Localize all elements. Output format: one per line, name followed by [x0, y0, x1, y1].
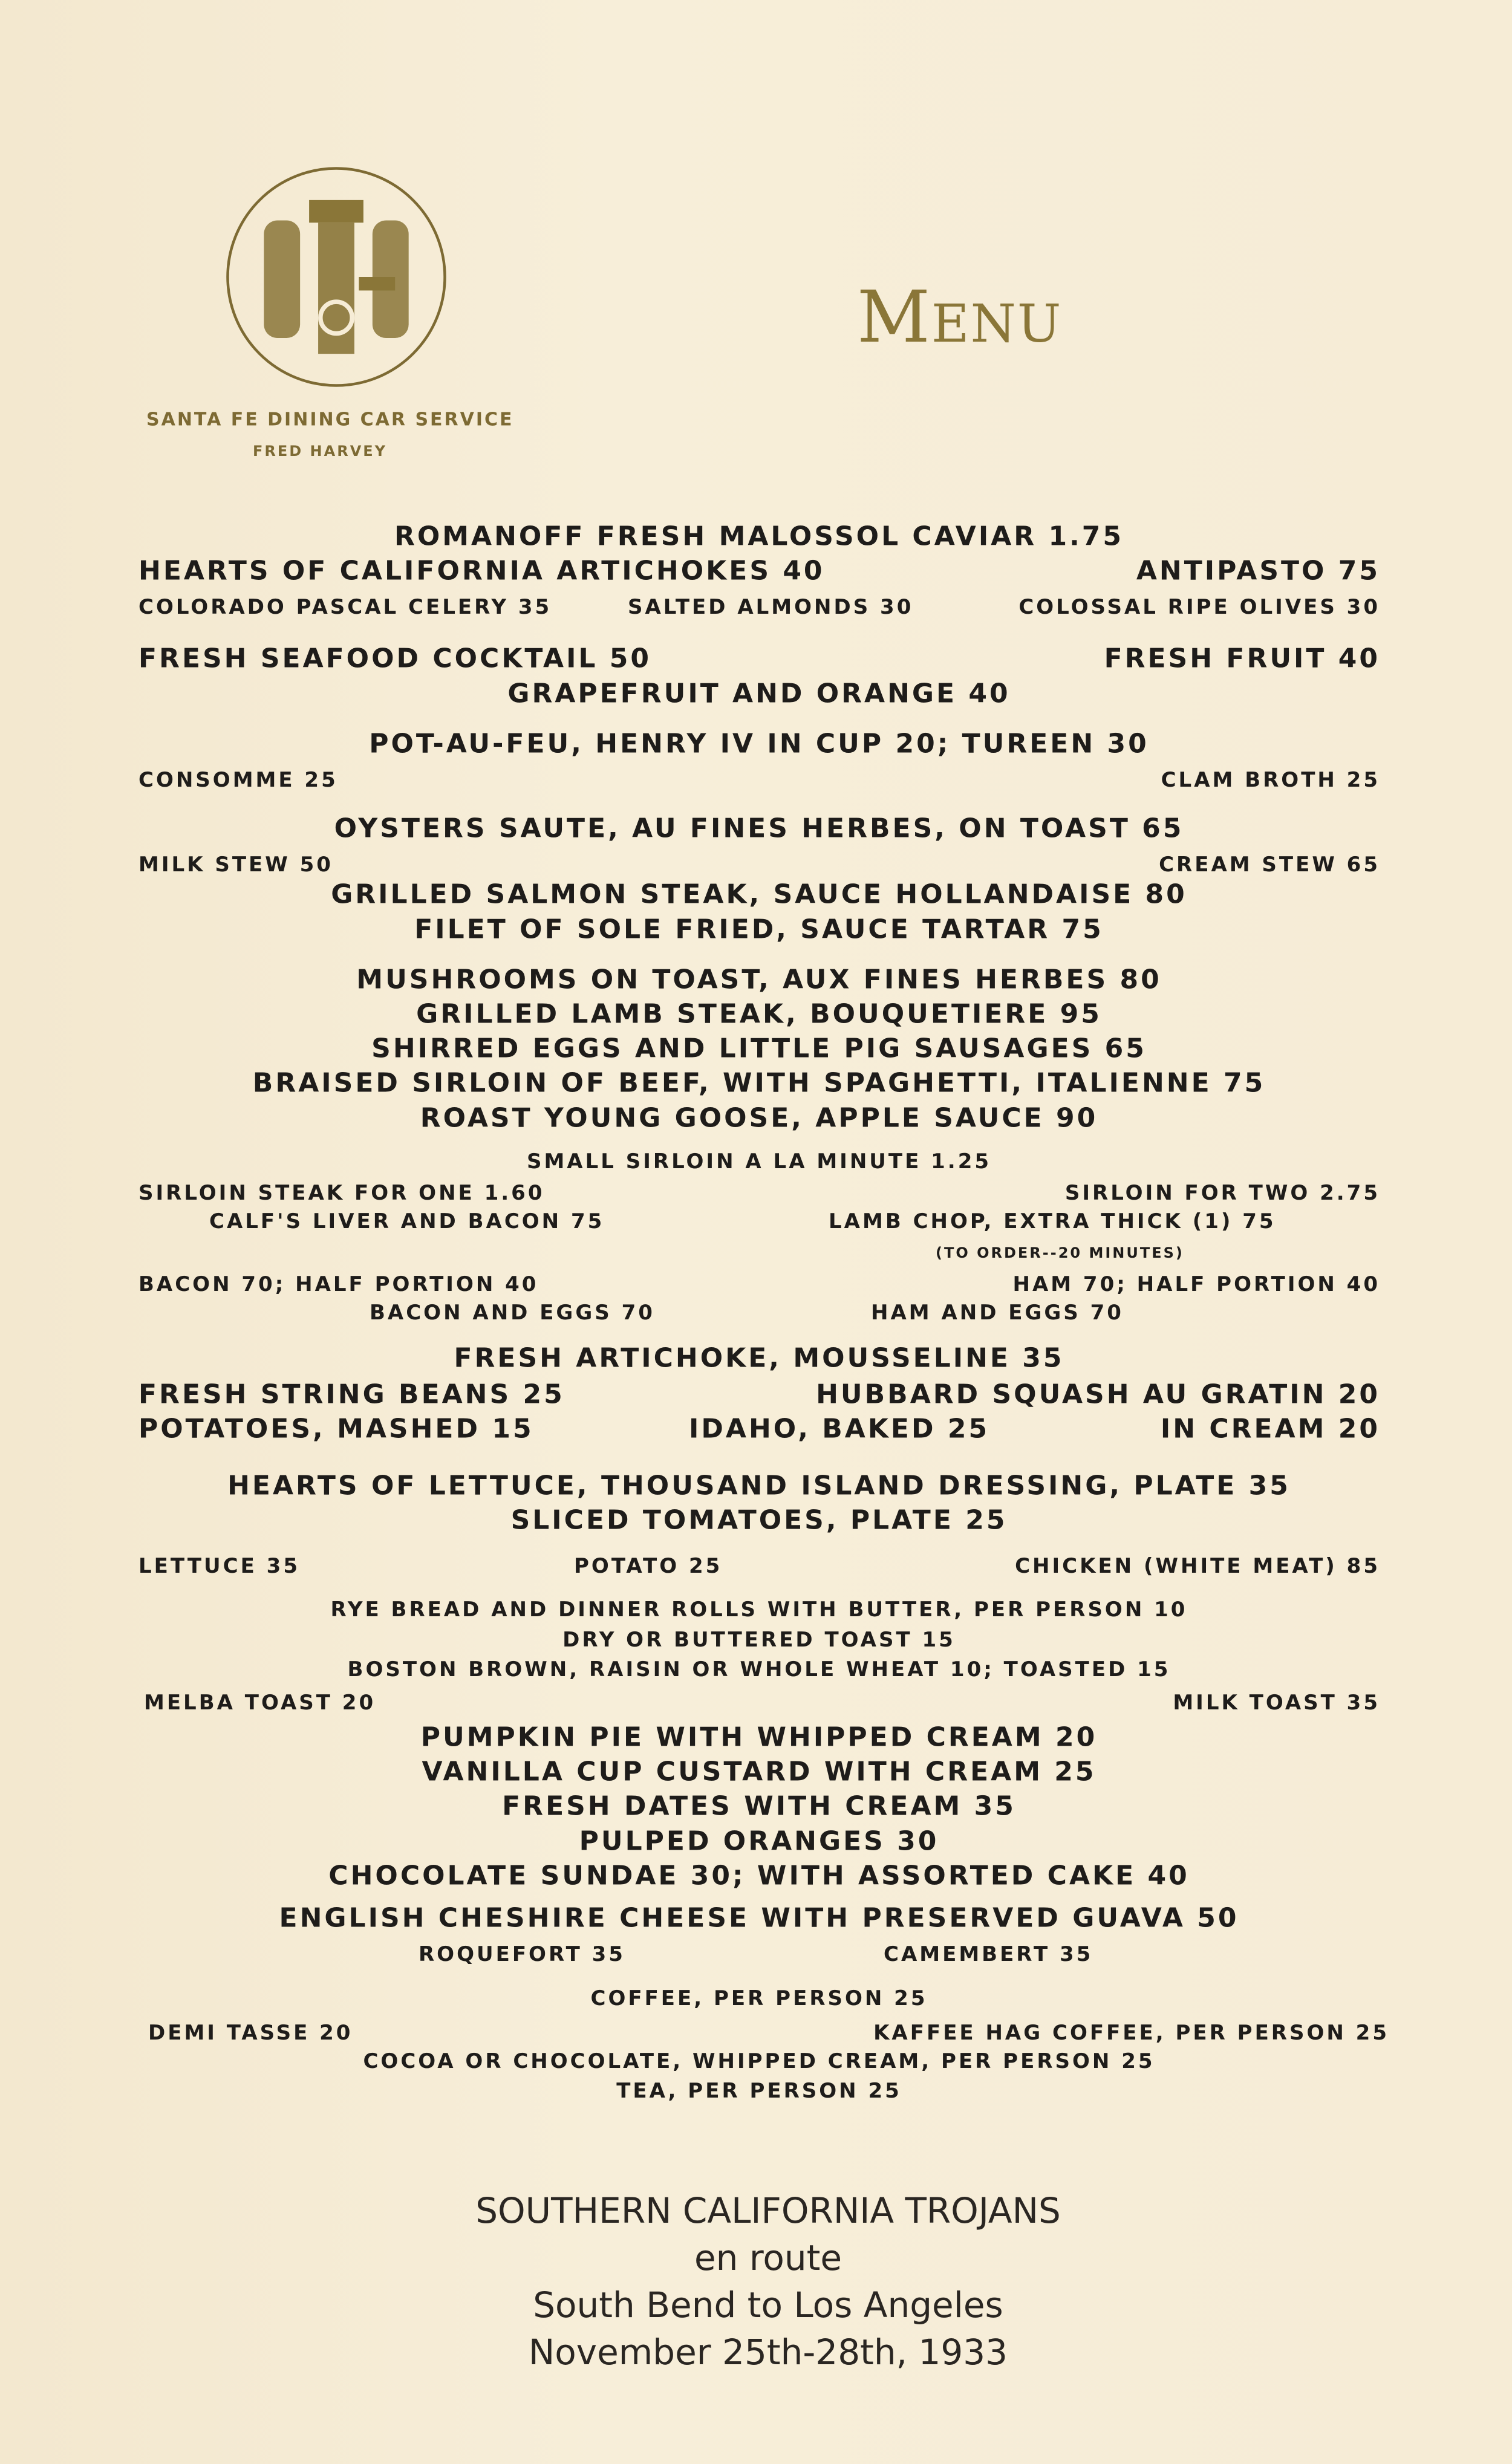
menu-item: HAM AND EGGS 70 — [871, 1301, 1124, 1325]
menu-item: BRAISED SIRLOIN OF BEEF, WITH SPAGHETTI, ITALIENNE 75 — [252, 1067, 1266, 1099]
menu-note: (TO ORDER--20 MINUTES) — [936, 1244, 1184, 1261]
title-initial: M — [857, 275, 931, 359]
menu-item: LAMB CHOP, EXTRA THICK (1) 75 — [829, 1209, 1276, 1234]
menu-item: SMALL SIRLOIN A LA MINUTE 1.25 — [526, 1149, 992, 1174]
menu-item: FRESH STRING BEANS 25 — [138, 1379, 565, 1410]
menu-item: FILET OF SOLE FRIED, SAUCE TARTAR 75 — [414, 914, 1104, 945]
menu-item: ANTIPASTO 75 — [1136, 555, 1380, 587]
menu-item: RYE BREAD AND DINNER ROLLS WITH BUTTER, PER PERSON 10 — [330, 1598, 1188, 1622]
menu-item: GRAPEFRUIT AND ORANGE 40 — [507, 678, 1011, 709]
menu-item: POTATO 25 — [574, 1554, 723, 1578]
menu-item: DRY OR BUTTERED TOAST 15 — [562, 1628, 956, 1652]
menu-item: CREAM STEW 65 — [1159, 853, 1380, 877]
menu-item: TEA, PER PERSON 25 — [616, 2079, 902, 2103]
menu-item: MUSHROOMS ON TOAST, AUX FINES HERBES 80 — [356, 964, 1162, 995]
menu-item: CONSOMME 25 — [138, 768, 338, 792]
menu-item: BACON AND EGGS 70 — [370, 1301, 655, 1325]
menu-item: COCOA OR CHOCOLATE, WHIPPED CREAM, PER PERSON 25 — [363, 2049, 1155, 2073]
menu-item: FRESH FRUIT 40 — [1104, 643, 1380, 674]
menu-item: VANILLA CUP CUSTARD WITH CREAM 25 — [422, 1756, 1097, 1787]
menu-item: ROQUEFORT 35 — [419, 1942, 625, 1966]
menu-item: POT-AU-FEU, HENRY IV IN CUP 20; TUREEN 30 — [369, 728, 1149, 759]
footer-team: SOUTHERN CALIFORNIA TROJANS — [475, 2190, 1061, 2231]
menu-item: CLAM BROTH 25 — [1161, 768, 1380, 792]
menu-item: PULPED ORANGES 30 — [579, 1825, 939, 1857]
menu-item: ROMANOFF FRESH MALOSSOL CAVIAR 1.75 — [394, 521, 1124, 552]
santa-fe-monogram-logo — [223, 164, 449, 390]
menu-item: DEMI TASSE 20 — [148, 2021, 353, 2045]
menu-item: SIRLOIN STEAK FOR ONE 1.60 — [138, 1181, 545, 1205]
menu-item: HUBBARD SQUASH AU GRATIN 20 — [816, 1379, 1380, 1410]
menu-item: POTATOES, MASHED 15 — [138, 1413, 534, 1445]
page-title — [857, 275, 1062, 359]
brand-line: SANTA FE DINING CAR SERVICE — [146, 409, 514, 431]
menu-item: SLICED TOMATOES, PLATE 25 — [510, 1504, 1008, 1536]
menu-item: HAM 70; HALF PORTION 40 — [1012, 1272, 1380, 1296]
menu-item: LETTUCE 35 — [138, 1554, 300, 1578]
menu-item: FRESH ARTICHOKE, MOUSSELINE 35 — [454, 1342, 1064, 1374]
footer-dates: November 25th-28th, 1933 — [528, 2332, 1008, 2373]
menu-item: KAFFEE HAG COFFEE, PER PERSON 25 — [873, 2021, 1389, 2045]
menu-item: GRILLED LAMB STEAK, BOUQUETIERE 95 — [416, 998, 1102, 1030]
menu-item: HEARTS OF CALIFORNIA ARTICHOKES 40 — [138, 555, 825, 587]
menu-item: MELBA TOAST 20 — [144, 1691, 376, 1715]
menu-item: MILK STEW 50 — [138, 853, 333, 877]
menu-item: COLOSSAL RIPE OLIVES 30 — [1018, 595, 1380, 619]
menu-item: SHIRRED EGGS AND LITTLE PIG SAUSAGES 65 — [371, 1033, 1147, 1064]
menu-item: CHICKEN (WHITE MEAT) 85 — [1015, 1554, 1380, 1578]
menu-item: SALTED ALMONDS 30 — [628, 595, 914, 619]
menu-item: MILK TOAST 35 — [1173, 1691, 1380, 1715]
menu-item: FRESH SEAFOOD COCKTAIL 50 — [138, 643, 652, 674]
title-rest: ENU — [931, 294, 1063, 354]
menu-item: COFFEE, PER PERSON 25 — [590, 1986, 928, 2011]
menu-item: HEARTS OF LETTUCE, THOUSAND ISLAND DRESSING, PLATE 35 — [227, 1470, 1291, 1501]
menu-item: BACON 70; HALF PORTION 40 — [138, 1272, 539, 1296]
menu-item: IDAHO, BAKED 25 — [689, 1413, 990, 1445]
menu-item: ROAST YOUNG GOOSE, APPLE SAUCE 90 — [420, 1102, 1098, 1134]
menu-item: CALF'S LIVER AND BACON 75 — [209, 1209, 605, 1234]
menu-item: COLORADO PASCAL CELERY 35 — [138, 595, 552, 619]
menu-item: PUMPKIN PIE WITH WHIPPED CREAM 20 — [420, 1721, 1098, 1753]
menu-item: FRESH DATES WITH CREAM 35 — [502, 1790, 1016, 1822]
menu-item: CAMEMBERT 35 — [884, 1942, 1093, 1966]
menu-item: CHOCOLATE SUNDAE 30; WITH ASSORTED CAKE 40 — [328, 1860, 1190, 1891]
footer-route: South Bend to Los Angeles — [533, 2284, 1003, 2326]
menu-item: ENGLISH CHESHIRE CHEESE WITH PRESERVED GUAVA 50 — [279, 1902, 1239, 1934]
menu-item: BOSTON BROWN, RAISIN OR WHOLE WHEAT 10; TOASTED 15 — [347, 1657, 1171, 1682]
menu-item: SIRLOIN FOR TWO 2.75 — [1064, 1181, 1380, 1205]
menu-item: GRILLED SALMON STEAK, SAUCE HOLLANDAISE 80 — [331, 879, 1187, 910]
footer-enroute: en route — [694, 2237, 842, 2278]
brand-subline: FRED HARVEY — [253, 443, 388, 460]
menu-item: OYSTERS SAUTE, AU FINES HERBES, ON TOAST 65 — [334, 813, 1184, 844]
menu-item: IN CREAM 20 — [1160, 1413, 1380, 1445]
